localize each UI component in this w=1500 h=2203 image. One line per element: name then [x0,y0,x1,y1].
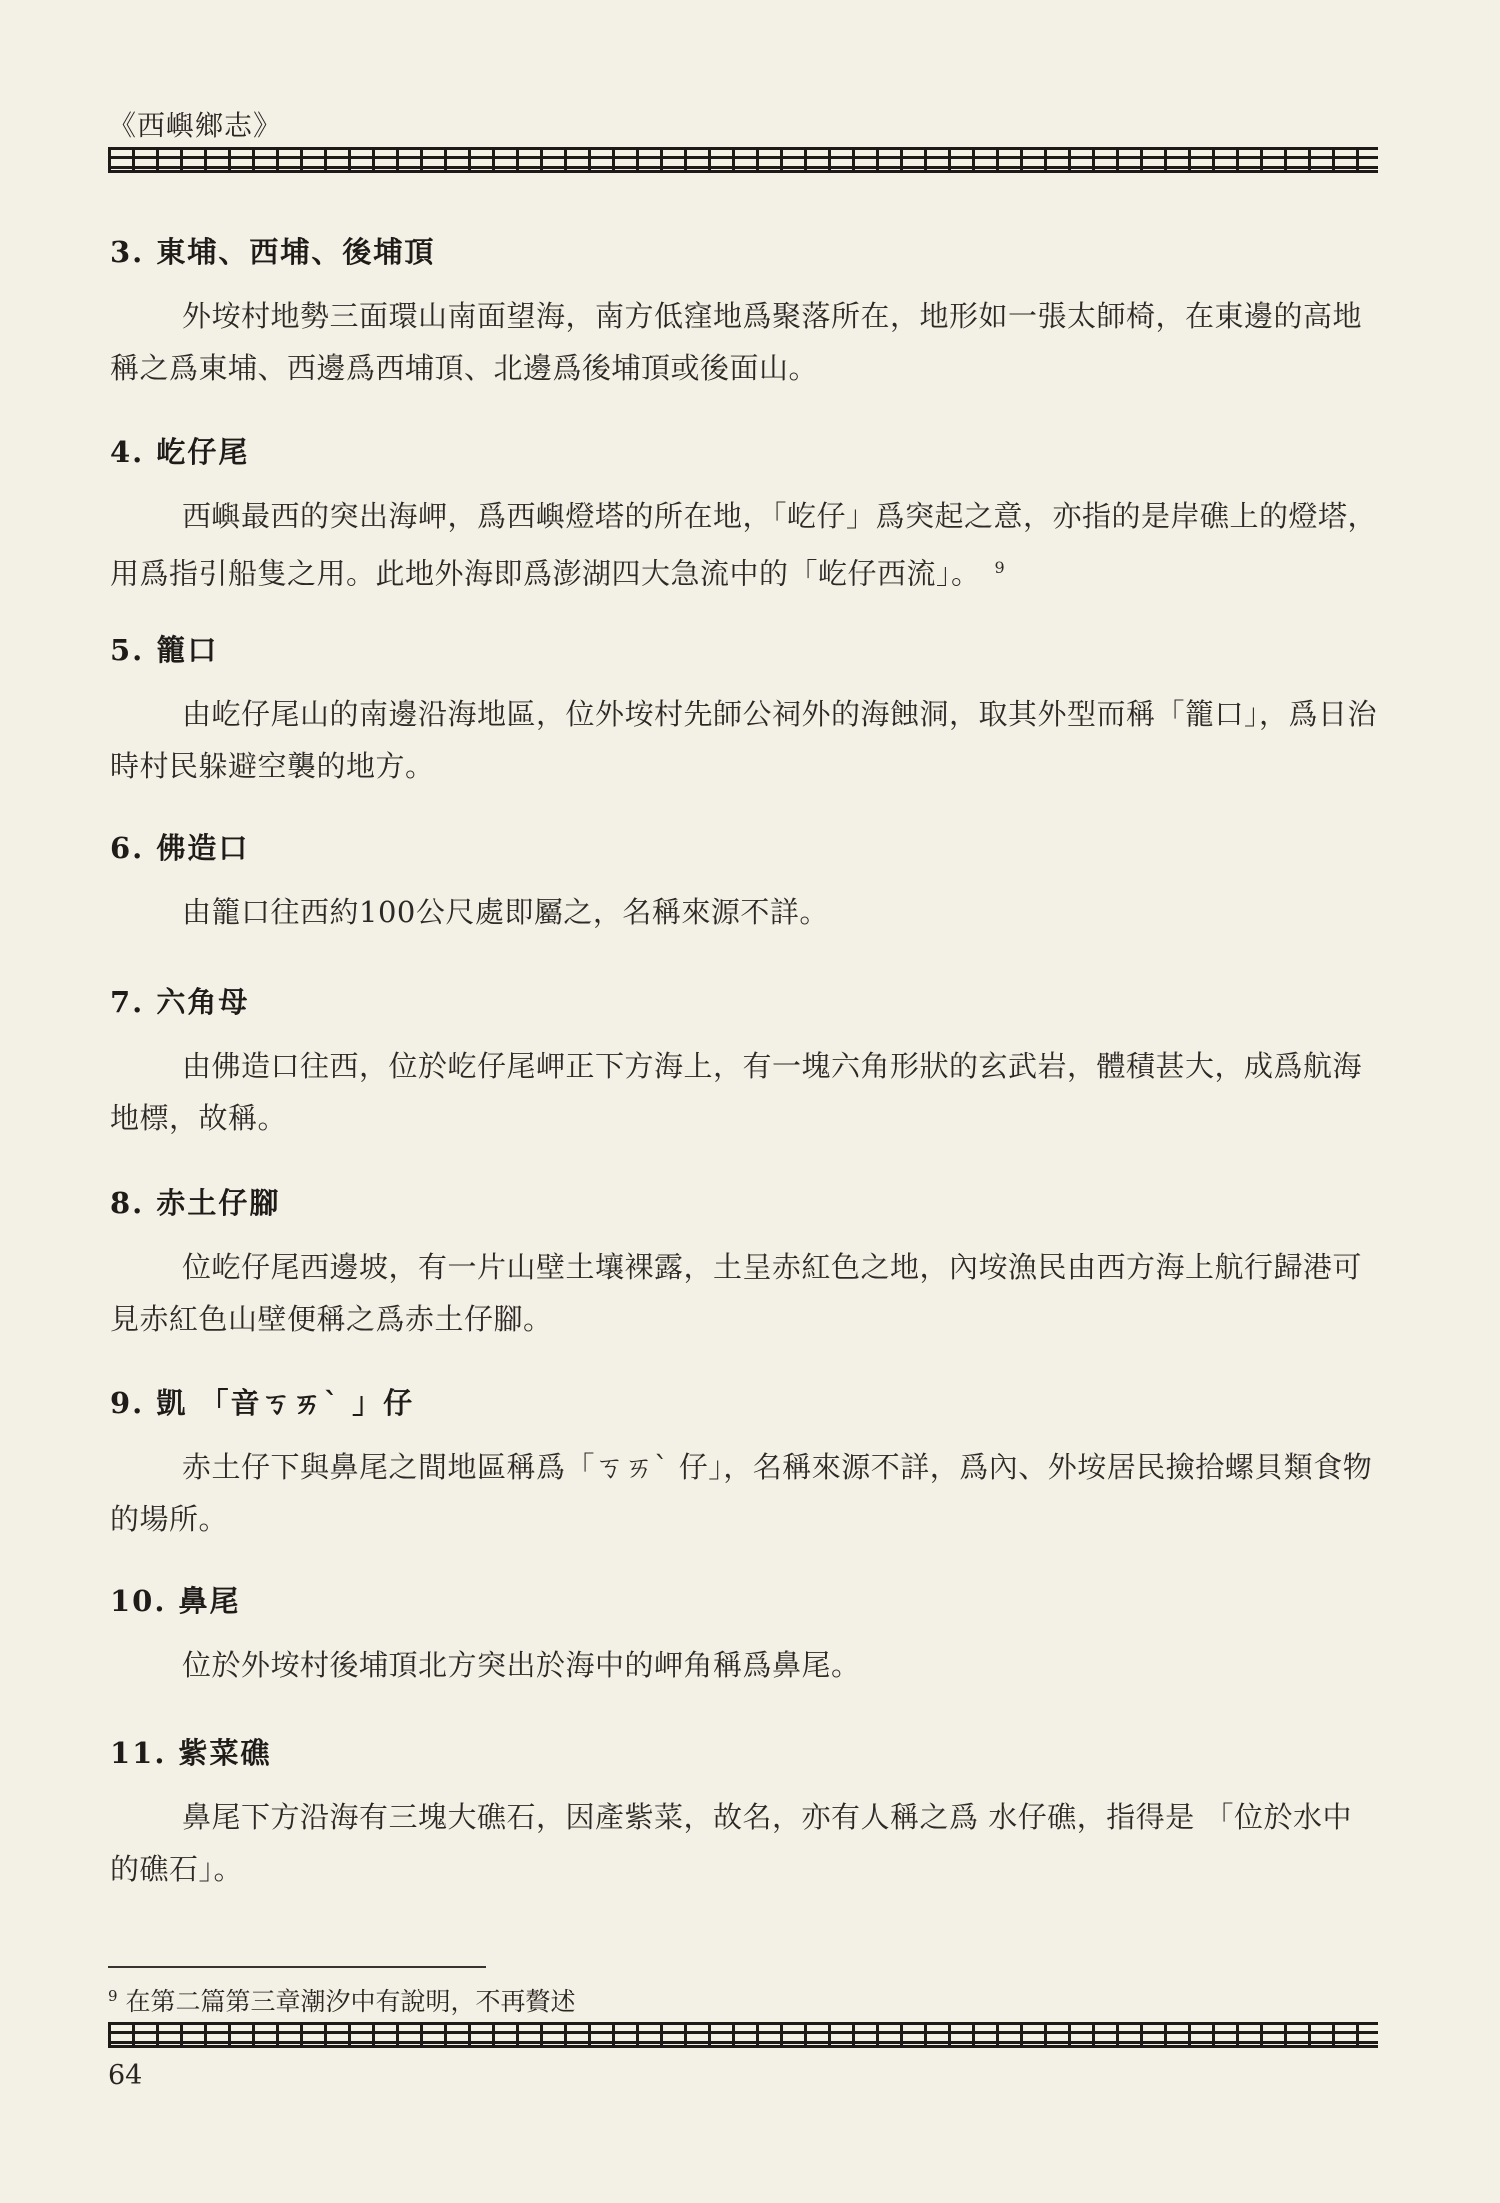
entry-heading: 5. 籠口 [110,633,219,667]
entry-body: 赤土仔下與鼻尾之間地區稱爲「ㄎㄞˋ 仔」，名稱來源不詳，爲內、外垵居民撿拾螺貝類食物的場所。 [110,1450,1373,1536]
entry-11 [110,1733,1380,1895]
entry-heading: 3. 東埔、西埔、後埔頂 [110,235,436,269]
entry-8 [110,1183,1380,1345]
entry-body: 由籠口往西約100公尺處即屬之，名稱來源不詳。 [182,895,829,929]
entry-7 [110,982,1380,1144]
footnote-mark: 9 [108,1986,118,2005]
footnote-ref: 9 [994,558,1006,577]
entry-5 [110,630,1380,792]
entry-body: 由屹仔尾山的南邊沿海地區，位外垵村先師公祠外的海蝕洞，取其外型而稱「籠口」，爲日治時村民躲避空襲的地方。 [110,697,1378,783]
entry-heading: 10. 鼻尾 [110,1584,241,1618]
bottom-decorative-border [108,2022,1378,2048]
entry-9 [110,1383,1380,1545]
entry-10 [110,1581,1380,1691]
entry-heading: 9. 凱 「音ㄎㄞˋ 」仔 [110,1386,415,1420]
footnote-divider [108,1966,486,1968]
entry-4 [110,432,1380,600]
entry-body: 位於外垵村後埔頂北方突出於海中的岬角稱爲鼻尾。 [182,1648,861,1682]
top-decorative-border [108,147,1378,173]
entry-heading: 8. 赤土仔腳 [110,1186,281,1220]
entry-body: 外垵村地勢三面環山南面望海，南方低窪地爲聚落所在，地形如一張太師椅，在東邊的高地稱之爲東埔、西邊爲西埔頂、北邊爲後埔頂或後面山。 [110,299,1363,385]
entry-body: 位屹仔尾西邊坡，有一片山壁土壤裸露，土呈赤紅色之地，內垵漁民由西方海上航行歸港可見赤紅色山壁便稱之爲赤土仔腳。 [110,1250,1363,1336]
entry-heading: 4. 屹仔尾 [110,435,250,469]
entry-body: 西嶼最西的突出海岬，爲西嶼燈塔的所在地，「屹仔」爲突起之意，亦指的是岸礁上的燈塔，用爲指引船隻之用。此地外海即爲澎湖四大急流中的「屹仔西流」。 $^9$ [110,499,1378,591]
entry-heading: 7. 六角母 [110,985,250,1019]
entry-body: 鼻尾下方沿海有三塊大礁石，因產紫菜，故名，亦有人稱之爲 水仔礁，指得是 「位於水中的礁石」。 [110,1800,1352,1886]
footnote [108,1982,576,2018]
page-number: 64 [108,2060,143,2091]
entry-6 [110,828,1380,938]
running-head: 《西嶼鄉志》 [108,109,283,142]
entry-body: 由佛造口往西，位於屹仔尾岬正下方海上，有一塊六角形狀的玄武岩，體積甚大，成爲航海地標，故稱。 [110,1049,1363,1135]
footnote-text: 在第二篇第三章潮汐中有說明，不再贅述 [125,1987,576,2016]
entry-heading: 6. 佛造口 [110,831,250,865]
entry-3 [110,232,1380,394]
entry-heading: 11. 紫菜礁 [110,1736,272,1770]
